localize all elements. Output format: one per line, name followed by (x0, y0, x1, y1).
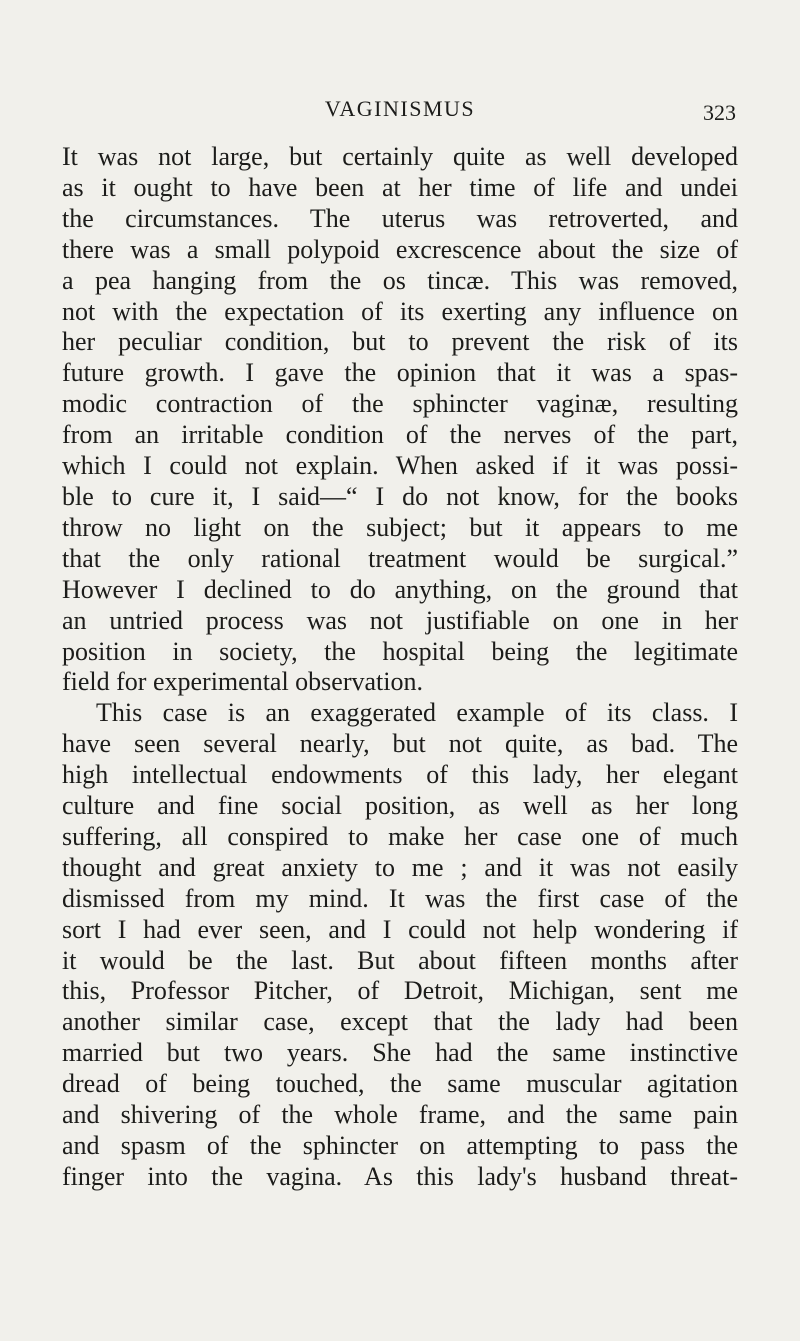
text-line: However I declined to do anything, on the ground that (62, 574, 738, 604)
text-line: dread of being touched, the same muscular agitation (62, 1069, 738, 1099)
text-line: dismissed from my mind. It was the first case of the (62, 883, 738, 913)
text-line: throw no light on the subject; but it appears to me (62, 512, 738, 542)
text-line: sort I had ever seen, and I could not help wondering if (62, 914, 738, 944)
text-line: there was a small polypoid excrescence about the size of (62, 234, 738, 264)
text-line: thought and great anxiety to me ; and it was not easily (62, 852, 738, 882)
running-head: VAGINISMUS (324, 96, 476, 121)
text-line: a pea hanging from the os tincæ. This was removed, (62, 265, 738, 295)
text-line: which I could not explain. When asked if it was possi- (62, 451, 738, 481)
text-line: high intellectual endowments of this lady, her elegant (62, 760, 738, 790)
text-line: ble to cure it, I said—“ I do not know, for the books (62, 481, 738, 511)
text-line: It was not large, but certainly quite as well developed (62, 142, 738, 171)
text-line: an untried process was not justifiable on one in her (62, 605, 738, 635)
text-line: culture and fine social position, as well as her long (62, 791, 738, 821)
page-header (60, 96, 740, 128)
text-line: married but two years. She had the same instinctive (62, 1038, 738, 1068)
text-line: another similar case, except that the lady had been (62, 1007, 738, 1037)
text-line: modic contraction of the sphincter vaginæ, resulting (62, 389, 738, 419)
body-text (62, 142, 738, 1193)
text-line: this, Professor Pitcher, of Detroit, Michigan, sent me (62, 976, 738, 1006)
text-line: that the only rational treatment would be surgical.” (62, 543, 738, 573)
text-line: it would be the last. But about fifteen months after (62, 945, 738, 975)
text-line: her peculiar condition, but to prevent the risk of its (62, 327, 738, 357)
text-line: as it ought to have been at her time of life and undei (62, 172, 738, 202)
text-line: the circumstances. The uterus was retroverted, and (62, 203, 738, 233)
paragraph-start-line: This case is an exaggerated example of its class. I (96, 698, 738, 728)
text-line: finger into the vagina. As this lady's husband threat- (62, 1161, 738, 1191)
text-line: position in society, the hospital being the legitimate (62, 636, 738, 666)
page-number: 323 (703, 100, 736, 125)
paragraph-end-line: field for experimental observation. (62, 667, 423, 697)
text-line: suffering, all conspired to make her case one of much (62, 821, 738, 851)
text-line: from an irritable condition of the nerves of the part, (62, 420, 738, 450)
text-line: not with the expectation of its exerting any influence on (62, 296, 738, 326)
text-line: and shivering of the whole frame, and the same pain (62, 1100, 738, 1130)
text-line: have seen several nearly, but not quite, as bad. The (62, 729, 738, 759)
text-line: future growth. I gave the opinion that it was a spas- (62, 358, 738, 388)
text-line: and spasm of the sphincter on attempting to pass the (62, 1131, 738, 1160)
